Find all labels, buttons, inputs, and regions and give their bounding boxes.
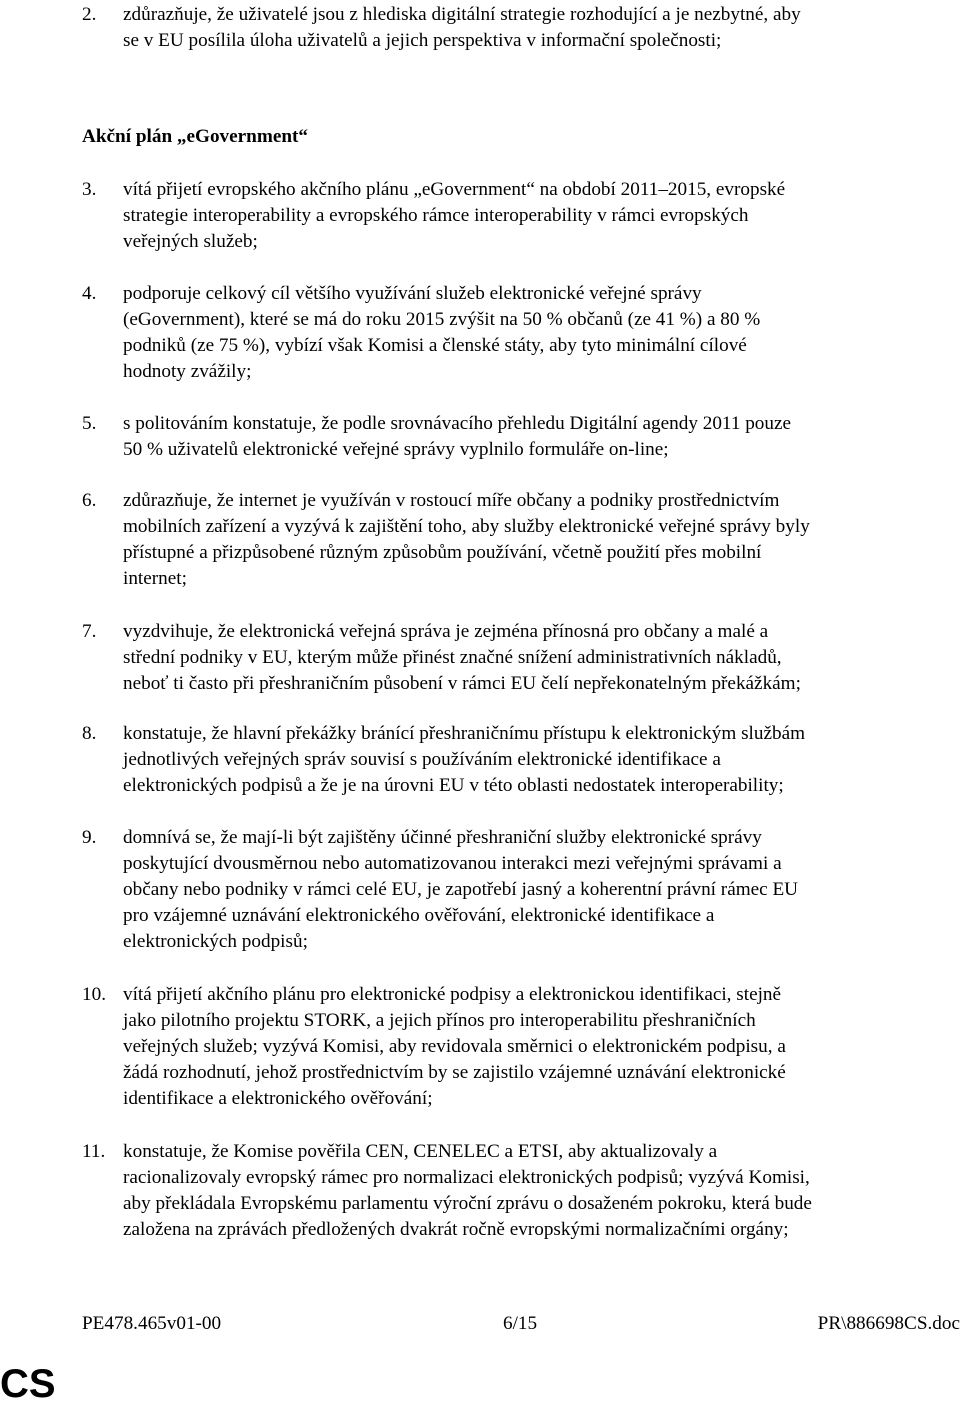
item-text: podporuje celkový cíl většího využívání služeb elektronické veřejné správy (eGovernment), které se má do roku 2015 zvýšit na 50 % občanů (ze 41 %) a 80 % podniků (ze 75 %), vybízí však Komisi a členské státy, aby tyto minimální cílové hodnoty zvážily;	[123, 283, 761, 382]
list-item	[82, 488, 960, 592]
item-number: 11.	[82, 1141, 106, 1162]
item-number: 9.	[82, 827, 97, 848]
page-footer	[0, 1310, 960, 1338]
item-text: domnívá se, že mají-li být zajištěny účinné přeshraniční služby elektronické správy poskytující dvousměrnou nebo automatizovanou interakci mezi veřejnými správami a občany nebo podniky v rámci celé EU, je zapotřebí jasný a koherentní právní rámec EU pro vzájemné uznávání elektronického ověřování, elektronické identifikace a elektronických podpisů;	[123, 827, 799, 952]
list-item	[82, 1139, 960, 1243]
item-text: zdůrazňuje, že uživatelé jsou z hlediska digitální strategie rozhodující a je nezbytné, aby se v EU posílila úloha uživatelů a jejich perspektiva v informační společnosti;	[123, 4, 801, 51]
list-item	[82, 721, 960, 799]
list-item	[82, 825, 960, 955]
list-item	[82, 2, 960, 54]
item-text: vyzdvihuje, že elektronická veřejná správa je zejména přínosná pro občany a malé a střední podniky v EU, kterým může přinést značné snížení administrativních nákladů, neboť ti často při přeshraničním působení v rámci EU čelí nepřekonatelným překážkám;	[123, 621, 801, 694]
item-number: 3.	[82, 179, 97, 200]
list-item	[82, 411, 960, 463]
item-number: 8.	[82, 723, 97, 744]
item-text: zdůrazňuje, že internet je využíván v rostoucí míře občany a podniky prostřednictvím mobilních zařízení a vyzývá k zajištění toho, aby služby elektronické veřejné správy byly přístupné a přizpůsobené různým způsobům používání, včetně použití přes mobilní internet;	[123, 490, 810, 589]
item-number: 7.	[82, 621, 97, 642]
file-name: PR\886698CS.doc	[817, 1313, 960, 1334]
item-text: vítá přijetí akčního plánu pro elektronické podpisy a elektronickou identifikaci, stejně jako pilotního projektu STORK, a jejich přínos pro interoperabilitu přeshraničních veřejných služeb; vyzývá Komisi, aby revidovala směrnici o elektronickém podpisu, a žádá rozhodnutí, jehož prostřednictvím by se zajistilo vzájemné uznávání elektronické identifikace a elektronického ověřování;	[123, 984, 786, 1109]
list-item	[82, 982, 960, 1112]
item-number: 4.	[82, 283, 97, 304]
item-number: 5.	[82, 413, 97, 434]
item-text: konstatuje, že Komise pověřila CEN, CENELEC a ETSI, aby aktualizovaly a racionalizovaly evropský rámec pro normalizaci elektronických podpisů; vyzývá Komisi, aby překládala Evropskému parlamentu výroční zprávu o dosaženém pokroku, která bude založena na zprávách předložených dvakrát ročně evropskými normalizačními orgány;	[123, 1141, 812, 1240]
list-item	[82, 177, 960, 255]
item-number: 6.	[82, 490, 97, 511]
list-item	[82, 619, 960, 697]
document-reference: PE478.465v01-00	[82, 1313, 222, 1334]
item-number: 10.	[82, 984, 106, 1005]
list-item	[82, 281, 960, 385]
page-number: 6/15	[503, 1313, 538, 1334]
item-number: 2.	[82, 4, 97, 25]
language-code: CS	[0, 1362, 56, 1406]
item-text: s politováním konstatuje, že podle srovnávacího přehledu Digitální agendy 2011 pouze 50 % uživatelů elektronické veřejné správy vyplnilo formuláře on-line;	[123, 413, 792, 460]
item-text: konstatuje, že hlavní překážky bránící přeshraničnímu přístupu k elektronickým službám jednotlivých veřejných správ souvisí s používáním elektronické identifikace a elektronických podpisů a že je na úrovni EU v této oblasti nedostatek interoperability;	[123, 723, 806, 796]
item-text: vítá přijetí evropského akčního plánu „eGovernment“ na období 2011–2015, evropské strategie interoperability a evropského rámce interoperability v rámci evropských veřejných služeb;	[123, 179, 786, 252]
section-heading: Akční plán „eGovernment“	[82, 126, 308, 147]
